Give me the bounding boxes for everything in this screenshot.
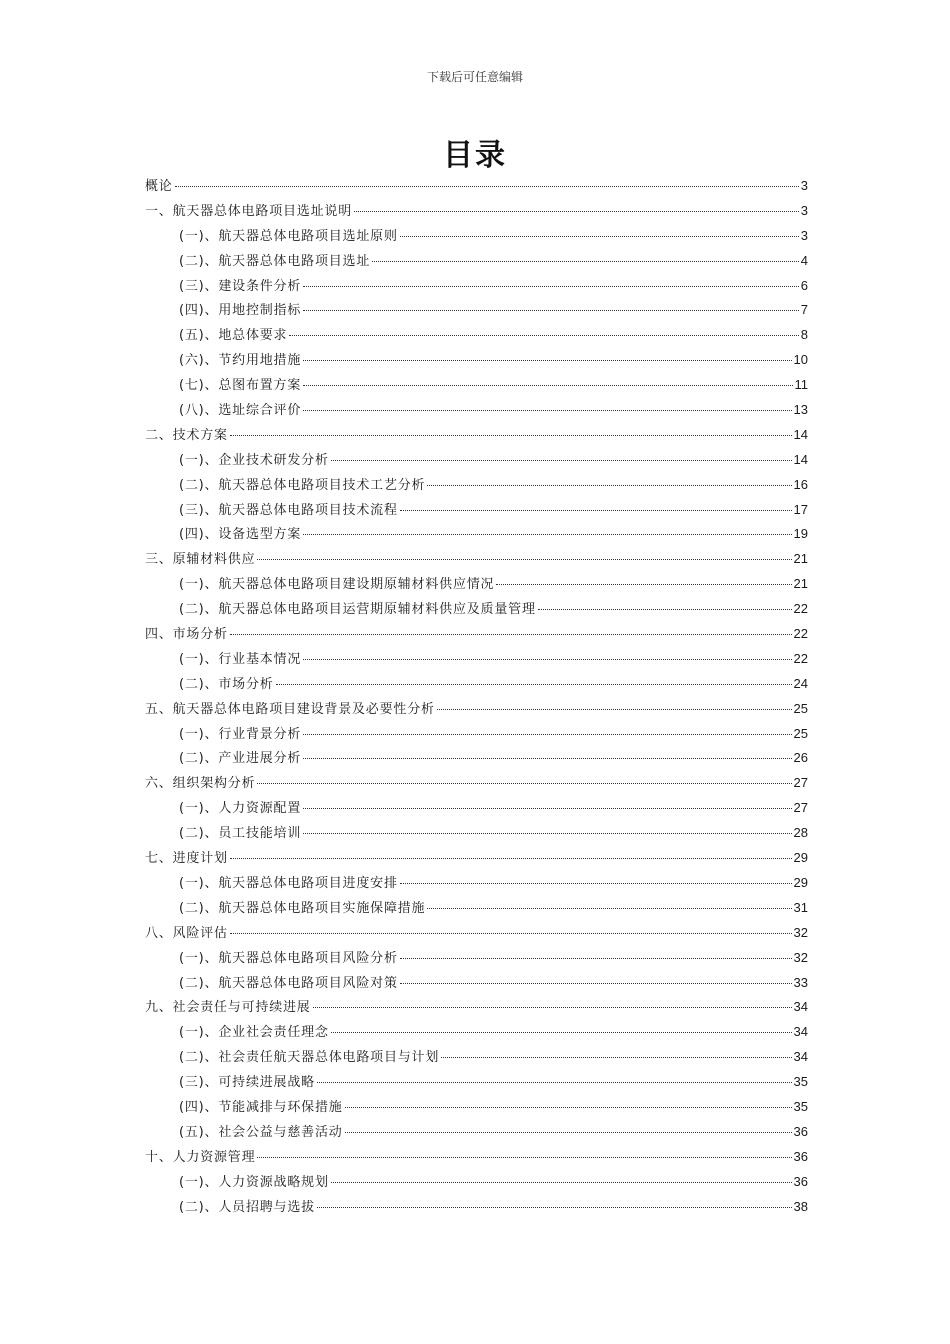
toc-entry-label: (二)、社会责任航天器总体电路项目与计划 — [179, 1050, 440, 1066]
toc-entry-label: (二)、员工技能培训 — [179, 826, 302, 842]
toc-entry-page: 3 — [800, 178, 808, 193]
toc-entry-page: 25 — [793, 725, 808, 741]
toc-dot-leader — [400, 510, 792, 511]
toc-entry[interactable] — [145, 1046, 808, 1071]
toc-entry-page: 27 — [793, 800, 808, 816]
toc-entry-page: 7 — [800, 302, 808, 318]
toc-entry[interactable] — [145, 623, 808, 648]
toc-entry-label: (一)、航天器总体电路项目建设期原辅材料供应情况 — [179, 577, 495, 593]
toc-entry-page: 35 — [793, 1074, 808, 1090]
toc-entry[interactable] — [145, 349, 808, 374]
toc-entry[interactable] — [145, 299, 808, 324]
toc-entry-label: (二)、航天器总体电路项目选址 — [179, 253, 371, 269]
toc-entry-page: 28 — [793, 825, 808, 841]
toc-entry-label: (三)、建设条件分析 — [179, 278, 302, 294]
toc-dot-leader — [317, 1207, 792, 1208]
toc-entry-label: (一)、企业技术研发分析 — [179, 452, 329, 468]
toc-dot-leader — [257, 783, 791, 784]
toc-entry-label: 十、人力资源管理 — [145, 1149, 256, 1165]
toc-dot-leader — [303, 833, 791, 834]
toc-entry[interactable] — [145, 996, 808, 1021]
toc-dot-leader — [303, 410, 791, 411]
toc-dot-leader — [303, 534, 791, 535]
toc-entry[interactable] — [145, 723, 808, 748]
toc-entry-label: (五)、地总体要求 — [179, 328, 288, 344]
toc-entry-page: 32 — [793, 949, 808, 965]
toc-dot-leader — [345, 1107, 792, 1108]
toc-entry-label: (四)、节能减排与环保措施 — [179, 1099, 343, 1115]
toc-entry-page: 34 — [793, 1049, 808, 1065]
toc-entry-page: 3 — [800, 202, 808, 218]
toc-entry-label: 一、航天器总体电路项目选址说明 — [145, 203, 353, 219]
toc-entry-label: 五、航天器总体电路项目建设背景及必要性分析 — [145, 701, 435, 717]
toc-entry[interactable] — [145, 399, 808, 424]
toc-dot-leader — [303, 310, 799, 311]
toc-dot-leader — [303, 758, 791, 759]
toc-dot-leader — [437, 709, 792, 710]
toc-entry-page: 34 — [793, 999, 808, 1015]
header-note: 下载后可任意编辑 — [426, 70, 523, 84]
toc-entry[interactable] — [145, 822, 808, 847]
toc-entry-label: (三)、航天器总体电路项目技术流程 — [179, 502, 398, 518]
toc-dot-leader — [303, 385, 792, 386]
toc-entry-page: 21 — [793, 551, 808, 567]
toc-entry[interactable] — [145, 1196, 808, 1221]
toc-entry-label: (三)、可持续进展战略 — [179, 1075, 315, 1091]
toc-entry[interactable] — [145, 772, 808, 797]
toc-entry-page: 16 — [793, 476, 808, 492]
toc-dot-leader — [331, 1182, 792, 1183]
toc-entry[interactable] — [145, 1121, 808, 1146]
toc-dot-leader — [331, 460, 792, 461]
toc-entry-page: 22 — [793, 626, 808, 642]
toc-entry-page: 25 — [793, 700, 808, 716]
toc-dot-leader — [427, 908, 791, 909]
toc-entry-page: 35 — [793, 1098, 808, 1114]
toc-entry[interactable] — [145, 1021, 808, 1046]
toc-entry-label: 四、市场分析 — [145, 627, 228, 643]
toc-entry-label: (四)、用地控制指标 — [179, 303, 302, 319]
toc-entry-page: 22 — [793, 650, 808, 666]
toc-entry-label: (八)、选址综合评价 — [179, 403, 302, 419]
toc-entry-page: 11 — [794, 377, 808, 393]
toc-entry[interactable] — [145, 250, 808, 275]
toc-entry-label: 八、风险评估 — [145, 925, 228, 941]
toc-entry[interactable] — [145, 947, 808, 972]
toc-entry-page: 36 — [793, 1173, 808, 1189]
toc-entry-label: (二)、产业进展分析 — [179, 751, 302, 767]
toc-entry[interactable] — [145, 548, 808, 573]
toc-entry-page: 36 — [793, 1123, 808, 1139]
toc-entry-page: 22 — [793, 601, 808, 617]
toc-dot-leader — [400, 883, 792, 884]
toc-entry-page: 38 — [793, 1198, 808, 1214]
toc-entry-page: 8 — [800, 327, 808, 343]
toc-dot-leader — [230, 634, 792, 635]
toc-entry-label: 概论 — [145, 179, 173, 194]
toc-entry[interactable] — [145, 474, 808, 499]
toc-entry-page: 36 — [793, 1148, 808, 1164]
toc-dot-leader — [496, 584, 791, 585]
toc-dot-leader — [257, 559, 791, 560]
toc-dot-leader — [303, 808, 791, 809]
toc-entry[interactable] — [145, 1171, 808, 1196]
toc-entry-label: 六、组织架构分析 — [145, 776, 256, 792]
toc-entry-label: (一)、企业社会责任理念 — [179, 1025, 329, 1041]
toc-entry[interactable] — [145, 573, 808, 598]
toc-entry-label: (一)、人力资源战略规划 — [179, 1174, 329, 1190]
toc-dot-leader — [345, 1132, 792, 1133]
toc-entry-page: 13 — [793, 402, 808, 418]
toc-entry[interactable] — [145, 523, 808, 548]
toc-entry-label: 二、技术方案 — [145, 427, 228, 443]
toc-dot-leader — [230, 435, 792, 436]
toc-entry-page: 14 — [793, 426, 808, 442]
toc-entry-label: (二)、市场分析 — [179, 676, 274, 692]
toc-entry[interactable] — [145, 847, 808, 872]
toc-entry-label: (七)、总图布置方案 — [179, 378, 302, 394]
toc-entry-label: (二)、人员招聘与选拔 — [179, 1199, 315, 1215]
toc-dot-leader — [276, 684, 792, 685]
toc-entry-page: 10 — [793, 352, 808, 368]
toc-dot-leader — [538, 609, 792, 610]
toc-entry[interactable] — [145, 1146, 808, 1171]
toc-entry-label: (一)、行业基本情况 — [179, 651, 302, 667]
toc-entry-label: 三、原辅材料供应 — [145, 552, 256, 568]
toc-dot-leader — [303, 286, 799, 287]
toc-entry[interactable] — [145, 225, 808, 250]
toc-dot-leader — [354, 211, 799, 212]
toc-entry[interactable] — [145, 449, 808, 474]
toc-entry-page: 3 — [800, 227, 808, 243]
toc-dot-leader — [427, 485, 791, 486]
toc-entry-label: (四)、设备选型方案 — [179, 527, 302, 543]
toc-entry-label: (一)、行业背景分析 — [179, 726, 302, 742]
toc-entry[interactable] — [145, 648, 808, 673]
toc-entry-label: (一)、人力资源配置 — [179, 801, 302, 817]
toc-entry[interactable] — [145, 872, 808, 897]
toc-entry-page: 4 — [800, 252, 808, 268]
toc-entry[interactable] — [145, 897, 808, 922]
toc-entry[interactable] — [145, 200, 808, 225]
toc-entry-label: (一)、航天器总体电路项目风险分析 — [179, 950, 398, 966]
toc-entry-label: 七、进度计划 — [145, 851, 228, 867]
toc-dot-leader — [372, 261, 799, 262]
toc-dot-leader — [230, 858, 792, 859]
toc-dot-leader — [313, 1007, 792, 1008]
toc-dot-leader — [317, 1082, 792, 1083]
toc-entry-label: 九、社会责任与可持续进展 — [145, 1000, 311, 1016]
toc-entry-label: (二)、航天器总体电路项目运营期原辅材料供应及质量管理 — [179, 602, 536, 618]
toc-entry-page: 31 — [793, 899, 808, 915]
toc-dot-leader — [289, 335, 798, 336]
toc-dot-leader — [303, 360, 791, 361]
toc-entry-page: 27 — [793, 775, 808, 791]
toc-dot-leader — [303, 734, 791, 735]
toc-entry-label: (五)、社会公益与慈善活动 — [179, 1124, 343, 1140]
toc-entry-label: (一)、航天器总体电路项目进度安排 — [179, 875, 398, 891]
toc-entry-page: 14 — [793, 451, 808, 467]
toc-entry-page: 19 — [793, 526, 808, 542]
toc-entry-page: 34 — [793, 1024, 808, 1040]
toc-entry[interactable] — [145, 275, 808, 300]
toc-entry-page: 29 — [793, 874, 808, 890]
toc-dot-leader — [441, 1057, 791, 1058]
toc-entry[interactable] — [145, 374, 808, 399]
toc-entry[interactable] — [145, 1096, 808, 1121]
toc-dot-leader — [257, 1157, 791, 1158]
toc-entry-label: (二)、航天器总体电路项目技术工艺分析 — [179, 477, 426, 493]
toc-entry-page: 17 — [793, 501, 808, 517]
toc-entry-page: 21 — [793, 576, 808, 592]
toc-entry-page: 33 — [793, 974, 808, 990]
toc-entry[interactable] — [145, 1071, 808, 1096]
toc-entry[interactable] — [145, 698, 808, 723]
toc-entry[interactable] — [145, 972, 808, 997]
toc-entry-label: (二)、航天器总体电路项目实施保障措施 — [179, 900, 426, 916]
toc-title: 目录 — [443, 138, 507, 173]
toc-dot-leader — [400, 983, 792, 984]
toc-entry[interactable] — [145, 499, 808, 524]
toc-entry[interactable] — [145, 424, 808, 449]
toc-dot-leader — [175, 186, 799, 187]
toc-entry[interactable] — [145, 673, 808, 698]
toc-entry[interactable] — [145, 922, 808, 947]
toc-dot-leader — [400, 958, 792, 959]
toc-entry-page: 32 — [793, 924, 808, 940]
toc-dot-leader — [230, 933, 792, 934]
toc-entry-page: 6 — [800, 277, 808, 293]
toc-dot-leader — [303, 659, 791, 660]
toc-entry-page: 24 — [793, 675, 808, 691]
toc-entry-page: 29 — [793, 850, 808, 866]
toc-entry[interactable] — [145, 598, 808, 623]
toc-list — [145, 175, 808, 1220]
toc-entry[interactable] — [145, 797, 808, 822]
toc-entry[interactable] — [145, 747, 808, 772]
toc-entry-page: 26 — [793, 750, 808, 766]
toc-entry-label: (一)、航天器总体电路项目选址原则 — [179, 228, 398, 244]
toc-dot-leader — [400, 236, 799, 237]
toc-entry-label: (二)、航天器总体电路项目风险对策 — [179, 975, 398, 991]
toc-entry[interactable] — [145, 175, 808, 200]
toc-entry-label: (六)、节约用地措施 — [179, 353, 302, 369]
toc-dot-leader — [331, 1032, 792, 1033]
toc-entry[interactable] — [145, 324, 808, 349]
